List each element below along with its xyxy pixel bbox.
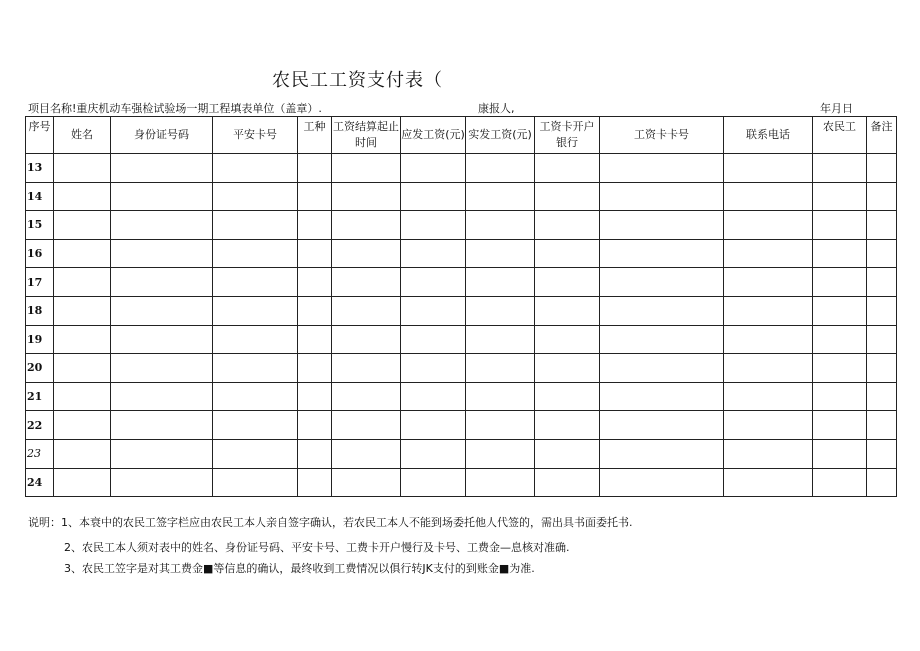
table-cell (535, 354, 600, 383)
row-index: 18 (26, 296, 54, 325)
table-cell (332, 211, 401, 240)
table-cell (54, 354, 111, 383)
table-cell (111, 382, 213, 411)
table-cell (213, 296, 298, 325)
table-cell (867, 468, 897, 497)
date-line: 年月日 (820, 102, 853, 115)
row-index: 23 (26, 439, 54, 468)
table-cell (401, 296, 466, 325)
table-cell (724, 268, 813, 297)
table-cell (867, 354, 897, 383)
wage-table (25, 116, 897, 497)
table-cell (600, 211, 724, 240)
table-cell (466, 268, 535, 297)
col-header-remarks: 备注 (867, 117, 897, 154)
table-cell (867, 325, 897, 354)
table-cell (54, 382, 111, 411)
table-cell (54, 268, 111, 297)
table-cell (332, 296, 401, 325)
table-cell (213, 325, 298, 354)
table-row (26, 411, 897, 440)
row-index: 22 (26, 411, 54, 440)
table-cell (213, 182, 298, 211)
table-cell (54, 468, 111, 497)
table-cell (600, 296, 724, 325)
table-cell (813, 154, 867, 183)
table-cell (332, 239, 401, 268)
table-cell (867, 182, 897, 211)
table-cell (600, 354, 724, 383)
table-cell (111, 268, 213, 297)
table-cell (724, 211, 813, 240)
table-cell (401, 382, 466, 411)
table-cell (867, 296, 897, 325)
table-header-row (26, 117, 897, 154)
table-cell (54, 411, 111, 440)
table-cell (332, 154, 401, 183)
table-row (26, 354, 897, 383)
table-cell (213, 439, 298, 468)
table-cell (401, 354, 466, 383)
table-cell (813, 382, 867, 411)
col-header-bank: 工资卡开户银行 (535, 117, 600, 154)
table-cell (600, 382, 724, 411)
table-cell (401, 468, 466, 497)
table-cell (535, 382, 600, 411)
table-cell (401, 439, 466, 468)
col-header-worker-sign: 农民工 (813, 117, 867, 154)
table-cell (724, 439, 813, 468)
table-cell (600, 439, 724, 468)
table-cell (535, 268, 600, 297)
row-index: 13 (26, 154, 54, 183)
col-header-phone: 联系电话 (724, 117, 813, 154)
table-cell (724, 468, 813, 497)
table-cell (724, 411, 813, 440)
table-cell (867, 239, 897, 268)
table-cell (813, 325, 867, 354)
table-cell (535, 182, 600, 211)
note-line-1: 说明：1、本衰中的农民工签字栏应由农民工本人亲自签字确认，若农民工本人不能到场委托他人代签的，需出具书面委托书. (28, 516, 633, 529)
table-row (26, 325, 897, 354)
table-cell (535, 468, 600, 497)
table-cell (298, 211, 332, 240)
table-cell (466, 182, 535, 211)
row-index: 16 (26, 239, 54, 268)
table-cell (298, 296, 332, 325)
table-cell (813, 296, 867, 325)
table-cell (54, 296, 111, 325)
table-cell (600, 239, 724, 268)
table-cell (724, 296, 813, 325)
table-cell (600, 325, 724, 354)
col-header-safety-card: 平安卡号 (213, 117, 298, 154)
table-cell (298, 411, 332, 440)
row-index: 24 (26, 468, 54, 497)
table-cell (466, 468, 535, 497)
table-cell (111, 154, 213, 183)
table-cell (332, 468, 401, 497)
table-cell (466, 239, 535, 268)
table-cell (54, 182, 111, 211)
col-header-card-number: 工资卡卡号 (600, 117, 724, 154)
table-cell (213, 382, 298, 411)
table-row (26, 239, 897, 268)
table-cell (111, 468, 213, 497)
table-cell (724, 382, 813, 411)
table-cell (332, 439, 401, 468)
table-cell (401, 239, 466, 268)
table-cell (867, 268, 897, 297)
table-cell (466, 154, 535, 183)
table-cell (298, 325, 332, 354)
table-cell (535, 296, 600, 325)
table-row (26, 268, 897, 297)
table-cell (401, 411, 466, 440)
table-cell (401, 325, 466, 354)
table-cell (813, 182, 867, 211)
table-cell (213, 354, 298, 383)
table-cell (111, 182, 213, 211)
table-cell (867, 154, 897, 183)
table-cell (54, 211, 111, 240)
note-line-3: 3、农民工笠字是对其工费金■等信息的确认，最终收到工费情况以俱行转JK支付的到账金■为准. (64, 562, 535, 575)
table-cell (401, 182, 466, 211)
row-index: 14 (26, 182, 54, 211)
table-cell (535, 154, 600, 183)
project-line: 项目名称!重庆机动车强检试验场一期工程填表单位（盖章）. (28, 102, 322, 115)
table-cell (213, 411, 298, 440)
table-cell (466, 211, 535, 240)
table-cell (466, 325, 535, 354)
table-cell (401, 268, 466, 297)
table-cell (54, 239, 111, 268)
row-index: 17 (26, 268, 54, 297)
table-row (26, 468, 897, 497)
table-cell (535, 211, 600, 240)
table-cell (213, 268, 298, 297)
table-cell (54, 325, 111, 354)
table-cell (298, 468, 332, 497)
row-index: 21 (26, 382, 54, 411)
table-cell (600, 268, 724, 297)
table-cell (111, 239, 213, 268)
col-header-name: 姓名 (54, 117, 111, 154)
table-cell (724, 354, 813, 383)
table-cell (401, 154, 466, 183)
col-header-trade: 工种 (298, 117, 332, 154)
note-line-2: 2、农民工本人须对表中的姓名、身份证号码、平安卡号、工费卡开户慢行及卡号、工费金—息核对准确. (64, 541, 570, 554)
table-cell (213, 211, 298, 240)
table-cell (535, 411, 600, 440)
table-cell (466, 296, 535, 325)
table-cell (111, 296, 213, 325)
table-cell (332, 382, 401, 411)
table-cell (535, 239, 600, 268)
table-cell (298, 182, 332, 211)
table-cell (535, 439, 600, 468)
table-cell (332, 182, 401, 211)
table-cell (600, 468, 724, 497)
table-cell (332, 268, 401, 297)
row-index: 15 (26, 211, 54, 240)
table-cell (111, 411, 213, 440)
table-cell (813, 268, 867, 297)
table-cell (298, 154, 332, 183)
col-header-wage-paid: 实发工资(元) (466, 117, 535, 154)
table-row (26, 439, 897, 468)
table-cell (466, 354, 535, 383)
table-cell (298, 268, 332, 297)
table-cell (213, 239, 298, 268)
table-cell (111, 354, 213, 383)
table-cell (298, 354, 332, 383)
table-cell (867, 439, 897, 468)
table-cell (111, 439, 213, 468)
table-cell (535, 325, 600, 354)
row-index: 20 (26, 354, 54, 383)
table-cell (466, 411, 535, 440)
reporter-line: 康报人, (478, 102, 515, 115)
table-cell (298, 382, 332, 411)
table-cell (213, 468, 298, 497)
table-row (26, 382, 897, 411)
table-cell (466, 439, 535, 468)
table-cell (298, 239, 332, 268)
col-header-index: 序号 (26, 117, 54, 154)
table-cell (54, 439, 111, 468)
table-cell (813, 239, 867, 268)
table-cell (332, 354, 401, 383)
table-cell (466, 382, 535, 411)
table-cell (724, 325, 813, 354)
table-cell (213, 154, 298, 183)
table-row (26, 182, 897, 211)
table-cell (724, 239, 813, 268)
table-cell (600, 182, 724, 211)
table-row (26, 211, 897, 240)
table-row (26, 296, 897, 325)
col-header-id-number: 身份证号码 (111, 117, 213, 154)
table-cell (401, 211, 466, 240)
table-cell (111, 325, 213, 354)
table-cell (813, 468, 867, 497)
table-cell (813, 211, 867, 240)
table-cell (600, 411, 724, 440)
table-cell (724, 182, 813, 211)
page-title: 农民工工资支付表（ (272, 70, 443, 91)
table-cell (867, 411, 897, 440)
row-index: 19 (26, 325, 54, 354)
table-cell (867, 211, 897, 240)
table-cell (332, 411, 401, 440)
table-cell (111, 211, 213, 240)
table-cell (332, 325, 401, 354)
col-header-wage-due: 应发工资(元) (401, 117, 466, 154)
table-cell (298, 439, 332, 468)
table-cell (813, 411, 867, 440)
table-cell (867, 382, 897, 411)
table-cell (813, 354, 867, 383)
table-cell (54, 154, 111, 183)
table-cell (600, 154, 724, 183)
table-cell (724, 154, 813, 183)
table-row (26, 154, 897, 183)
table-cell (813, 439, 867, 468)
col-header-settlement-period: 工资结算起止时间 (332, 117, 401, 154)
